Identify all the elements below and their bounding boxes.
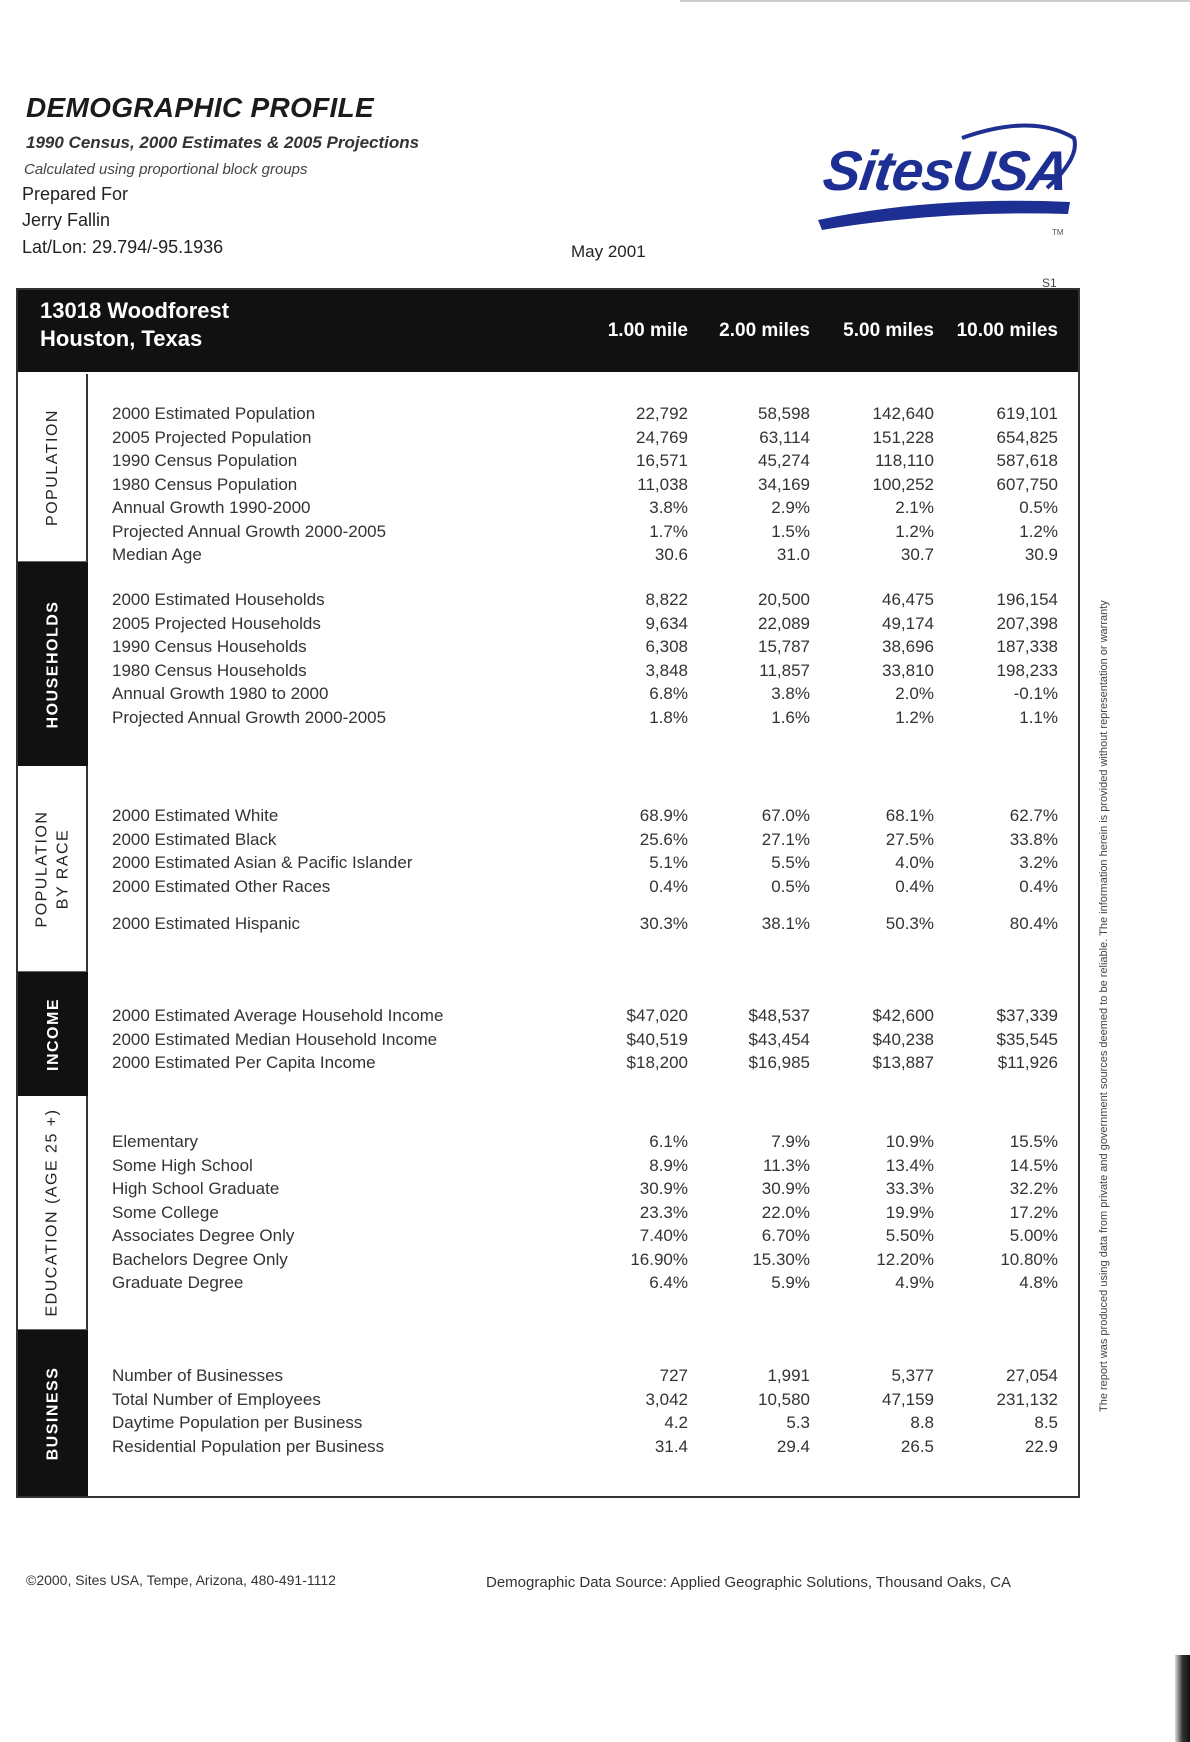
row-label: Bachelors Degree Only	[112, 1249, 288, 1269]
row-value: $40,519	[626, 1029, 688, 1049]
row-value: 6.8%	[649, 684, 688, 703]
section-title: HOUSEHOLDS	[44, 600, 62, 728]
table-row	[18, 637, 1078, 661]
row-value: 27.1%	[761, 829, 810, 849]
table-row	[18, 1250, 1078, 1274]
row-value: 8,822	[645, 590, 688, 609]
row-value: 3.2%	[1019, 853, 1058, 872]
row-value: 62.7%	[1009, 806, 1058, 825]
table-header	[18, 290, 1078, 372]
row-value: 619,101	[996, 404, 1058, 423]
demographic-table	[16, 288, 1080, 1498]
row-label: Graduate Degree	[112, 1273, 244, 1292]
row-value: 30.9%	[761, 1179, 810, 1198]
table-row	[18, 475, 1078, 499]
prepared-for-label: Prepared For	[22, 184, 129, 204]
table-row	[18, 1053, 1078, 1077]
row-value: 30.7	[900, 545, 934, 564]
row-value: 6.4%	[649, 1273, 688, 1292]
row-value: 142,640	[872, 404, 934, 423]
row-value: 1.2%	[1019, 521, 1058, 541]
row-value: 6.1%	[649, 1132, 688, 1151]
row-label: 2000 Estimated Other Races	[112, 876, 331, 896]
row-value: 49,174	[882, 613, 934, 633]
row-value: $35,545	[996, 1029, 1058, 1049]
row-value: 22,792	[636, 404, 688, 423]
row-value: 9,634	[645, 613, 688, 633]
row-value: 0.5%	[771, 876, 810, 896]
row-value: 68.1%	[885, 806, 934, 825]
row-value: 2.9%	[771, 498, 810, 517]
table-row	[18, 914, 1078, 938]
row-value: $47,020	[626, 1006, 688, 1025]
table-row	[18, 708, 1078, 732]
row-value: 13.4%	[885, 1155, 934, 1175]
lat-lon: Lat/Lon: 29.794/-95.1936	[22, 237, 224, 257]
row-value: 7.40%	[639, 1226, 688, 1245]
trademark-mark: TM	[1052, 228, 1064, 237]
calculation-note: Calculated using proportional block groups	[24, 161, 308, 178]
row-label: 2005 Projected Households	[112, 613, 321, 633]
row-value: $40,238	[872, 1029, 934, 1049]
row-value: 196,154	[996, 590, 1058, 609]
table-row	[18, 1179, 1078, 1203]
section-title: POPULATION	[43, 409, 61, 526]
row-label: Associates Degree Only	[112, 1226, 295, 1245]
row-value: 30.3%	[639, 914, 688, 933]
row-value: 22.9	[1024, 1436, 1058, 1456]
table-row	[18, 853, 1078, 877]
row-value: 17.2%	[1009, 1202, 1058, 1222]
row-value: 16,571	[636, 451, 688, 470]
scan-edge-shadow	[1175, 1655, 1190, 1742]
column-header-10-miles: 10.00 miles	[956, 320, 1058, 341]
row-value: 63,114	[759, 427, 810, 447]
row-value: 4.2	[664, 1413, 688, 1432]
row-value: 11,038	[637, 474, 688, 494]
row-label: Some College	[112, 1202, 219, 1222]
row-value: 8.8	[910, 1413, 934, 1432]
row-label: Number of Businesses	[112, 1366, 284, 1385]
row-label: 2000 Estimated Asian & Pacific Islander	[112, 853, 413, 872]
row-value: 12.20%	[876, 1249, 934, 1269]
address-line-1: 13018 Woodforest	[40, 298, 230, 323]
row-value: 0.4%	[649, 876, 688, 896]
row-value: 3.8%	[649, 498, 688, 517]
row-value: 1.8%	[649, 707, 688, 727]
row-value: $43,454	[748, 1029, 810, 1049]
row-value: 3.8%	[771, 684, 810, 703]
row-value: 654,825	[996, 427, 1058, 447]
row-value: 33.8%	[1009, 829, 1058, 849]
row-value: 5.00%	[1009, 1226, 1058, 1245]
row-value: $48,537	[748, 1006, 810, 1025]
row-value: 5.9%	[771, 1273, 810, 1292]
row-value: 100,252	[872, 474, 934, 494]
row-value: 29.4	[776, 1436, 810, 1456]
row-value: 151,228	[872, 427, 934, 447]
row-value: 24,769	[636, 427, 688, 447]
table-row	[18, 498, 1078, 522]
row-value: 3,042	[645, 1389, 688, 1409]
row-value: 727	[659, 1366, 688, 1385]
section-title: INCOME	[44, 997, 62, 1071]
row-value: 10,580	[758, 1389, 810, 1409]
column-header-2-miles: 2.00 miles	[719, 320, 810, 341]
row-label: 2000 Estimated Per Capita Income	[112, 1053, 376, 1072]
table-row	[18, 1156, 1078, 1180]
row-label: Some High School	[112, 1155, 253, 1175]
row-label: 2000 Estimated Households	[112, 590, 325, 609]
row-value: 27,054	[1006, 1366, 1058, 1385]
table-row	[18, 1226, 1078, 1250]
row-value: 587,618	[996, 451, 1058, 470]
section-title-line-1: POPULATION	[33, 810, 51, 927]
row-value: 15.5%	[1009, 1132, 1058, 1151]
row-value: 8.9%	[649, 1155, 688, 1175]
row-value: 19.9%	[885, 1202, 934, 1222]
row-value: 80.4%	[1009, 914, 1058, 933]
row-label: High School Graduate	[112, 1179, 280, 1198]
row-value: 4.0%	[895, 853, 934, 872]
row-value: 31.0	[776, 545, 810, 564]
row-value: 207,398	[996, 613, 1058, 633]
row-label: Annual Growth 1990-2000	[112, 498, 311, 517]
logo-text: SitesUSA	[819, 139, 1073, 202]
row-value: 5.1%	[649, 853, 688, 872]
row-value: 3,848	[645, 660, 688, 680]
row-value: $37,339	[996, 1006, 1058, 1025]
table-row	[18, 661, 1078, 685]
row-value: 0.4%	[1019, 876, 1058, 896]
table-row	[18, 545, 1078, 569]
row-value: 22,089	[758, 613, 810, 633]
row-value: 2.0%	[895, 684, 934, 703]
row-value: 8.5	[1034, 1413, 1058, 1432]
row-label: 1980 Census Households	[112, 660, 307, 680]
row-value: 27.5%	[885, 829, 934, 849]
client-name: Jerry Fallin	[22, 210, 111, 230]
row-value: 45,274	[758, 451, 810, 470]
row-value: 46,475	[882, 590, 934, 609]
report-subtitle: 1990 Census, 2000 Estimates & 2005 Projections	[26, 133, 420, 152]
row-value: 10.9%	[885, 1132, 934, 1151]
row-value: -0.1%	[1013, 684, 1058, 703]
row-label: 1980 Census Population	[112, 474, 298, 494]
report-date: May 2001	[571, 242, 646, 261]
row-value: 33.3%	[885, 1179, 934, 1198]
row-value: 15.30%	[752, 1249, 810, 1269]
row-label: 2000 Estimated Hispanic	[112, 914, 301, 933]
page-code: S1	[1042, 276, 1057, 290]
row-value: $18,200	[626, 1053, 688, 1072]
row-value: 1.6%	[771, 707, 810, 727]
row-value: 30.9%	[639, 1179, 688, 1198]
row-value: 58,598	[758, 404, 810, 423]
report-title: DEMOGRAPHIC PROFILE	[26, 92, 374, 123]
row-value: 118,110	[875, 451, 934, 470]
row-value: 10.80%	[1000, 1249, 1058, 1269]
row-label: Annual Growth 1980 to 2000	[112, 684, 329, 703]
row-label: 1990 Census Households	[112, 637, 307, 656]
row-value: 11.3%	[763, 1155, 810, 1175]
row-label: Daytime Population per Business	[112, 1413, 363, 1432]
row-value: 23.3%	[639, 1202, 688, 1222]
table-row	[18, 806, 1078, 830]
table-row	[18, 684, 1078, 708]
table-row	[18, 451, 1078, 475]
row-value: 4.9%	[895, 1273, 934, 1292]
table-row	[18, 590, 1078, 614]
row-value: 4.8%	[1019, 1273, 1058, 1292]
table-row	[18, 1030, 1078, 1054]
address-line-2: Houston, Texas	[40, 326, 203, 351]
row-label: 2000 Estimated Average Household Income	[112, 1006, 444, 1025]
footer-data-source: Demographic Data Source: Applied Geographic Solutions, Thousand Oaks, CA	[486, 1574, 1012, 1591]
section-title: EDUCATION (AGE 25 +)	[43, 1108, 61, 1317]
table-row	[18, 1203, 1078, 1227]
row-label: Total Number of Employees	[112, 1389, 321, 1409]
row-value: 1.7%	[649, 521, 688, 541]
row-value: 607,750	[996, 474, 1058, 494]
row-value: 32.2%	[1009, 1179, 1058, 1198]
row-label: Residential Population per Business	[112, 1436, 385, 1456]
row-value: $11,926	[997, 1053, 1058, 1072]
footer-copyright: ©2000, Sites USA, Tempe, Arizona, 480-491-1112	[26, 1572, 336, 1588]
row-label: Projected Annual Growth 2000-2005	[112, 521, 387, 541]
column-header-5-miles: 5.00 miles	[843, 320, 934, 341]
table-row	[18, 404, 1078, 428]
table-row	[18, 877, 1078, 901]
section-title-line-2: BY RACE	[54, 828, 72, 909]
row-value: 5,377	[891, 1366, 934, 1385]
row-label: 2005 Projected Population	[112, 427, 312, 447]
table-row	[18, 1132, 1078, 1156]
row-value: 31.4	[654, 1436, 688, 1456]
scan-edge-line	[680, 0, 1190, 2]
disclaimer-note: The report was produced using data from private and government sources deemed to be reliable. The information herein is provided without representation or warranty	[1098, 600, 1110, 1412]
row-value: 68.9%	[639, 806, 688, 825]
row-value: $13,887	[872, 1053, 934, 1072]
row-value: 5.50%	[885, 1226, 934, 1245]
row-value: 5.3	[786, 1413, 810, 1432]
row-label: 2000 Estimated Black	[112, 829, 277, 849]
row-value: 7.9%	[771, 1132, 810, 1151]
row-value: 5.5%	[771, 853, 810, 872]
row-label: Elementary	[112, 1132, 198, 1151]
table-row	[18, 1437, 1078, 1461]
row-label: Median Age	[112, 545, 202, 564]
row-value: 16.90%	[630, 1249, 688, 1269]
row-value: 1.2%	[895, 707, 934, 727]
row-value: 1.1%	[1019, 707, 1058, 727]
row-value: 34,169	[758, 474, 810, 494]
row-label: 2000 Estimated Median Household Income	[112, 1029, 438, 1049]
row-value: 187,338	[996, 637, 1058, 656]
table-row	[18, 1006, 1078, 1030]
sitesusa-logo	[812, 118, 1080, 238]
row-value: 33,810	[882, 660, 934, 680]
table-row	[18, 428, 1078, 452]
row-value: 50.3%	[885, 914, 934, 933]
table-row	[18, 614, 1078, 638]
row-value: 38.1%	[761, 914, 810, 933]
row-value: 47,159	[882, 1389, 934, 1409]
row-label: Projected Annual Growth 2000-2005	[112, 707, 387, 727]
row-value: 14.5%	[1009, 1155, 1058, 1175]
table-row	[18, 1390, 1078, 1414]
table-row	[18, 522, 1078, 546]
row-value: 6,308	[645, 637, 688, 656]
row-value: 15,787	[758, 637, 810, 656]
row-value: 0.4%	[895, 876, 934, 896]
row-value: 231,132	[996, 1389, 1058, 1409]
row-value: 25.6%	[639, 829, 688, 849]
row-value: 1,991	[767, 1366, 810, 1385]
table-row	[18, 1273, 1078, 1297]
row-value: 38,696	[882, 637, 934, 656]
row-label: 1990 Census Population	[112, 451, 298, 470]
row-value: 20,500	[758, 590, 810, 609]
row-value: 22.0%	[761, 1202, 810, 1222]
row-label: 2000 Estimated White	[112, 806, 279, 825]
row-value: 1.2%	[895, 521, 934, 541]
row-value: $16,985	[748, 1053, 810, 1072]
row-value: 30.9	[1024, 545, 1058, 564]
table-row	[18, 1366, 1078, 1390]
row-value: 0.5%	[1019, 498, 1058, 517]
section-title: BUSINESS	[44, 1366, 62, 1460]
table-row	[18, 830, 1078, 854]
row-value: 11,857	[759, 660, 810, 680]
row-value: 198,233	[996, 660, 1058, 680]
row-value: 26.5	[900, 1436, 934, 1456]
row-value: $42,600	[872, 1006, 934, 1025]
row-value: 1.5%	[771, 521, 810, 541]
row-value: 2.1%	[895, 498, 934, 517]
row-label: 2000 Estimated Population	[112, 404, 316, 423]
column-header-1-mile: 1.00 mile	[607, 320, 688, 341]
row-value: 67.0%	[761, 806, 810, 825]
row-value: 30.6	[654, 545, 688, 564]
table-row	[18, 1413, 1078, 1437]
row-value: 6.70%	[761, 1226, 810, 1245]
